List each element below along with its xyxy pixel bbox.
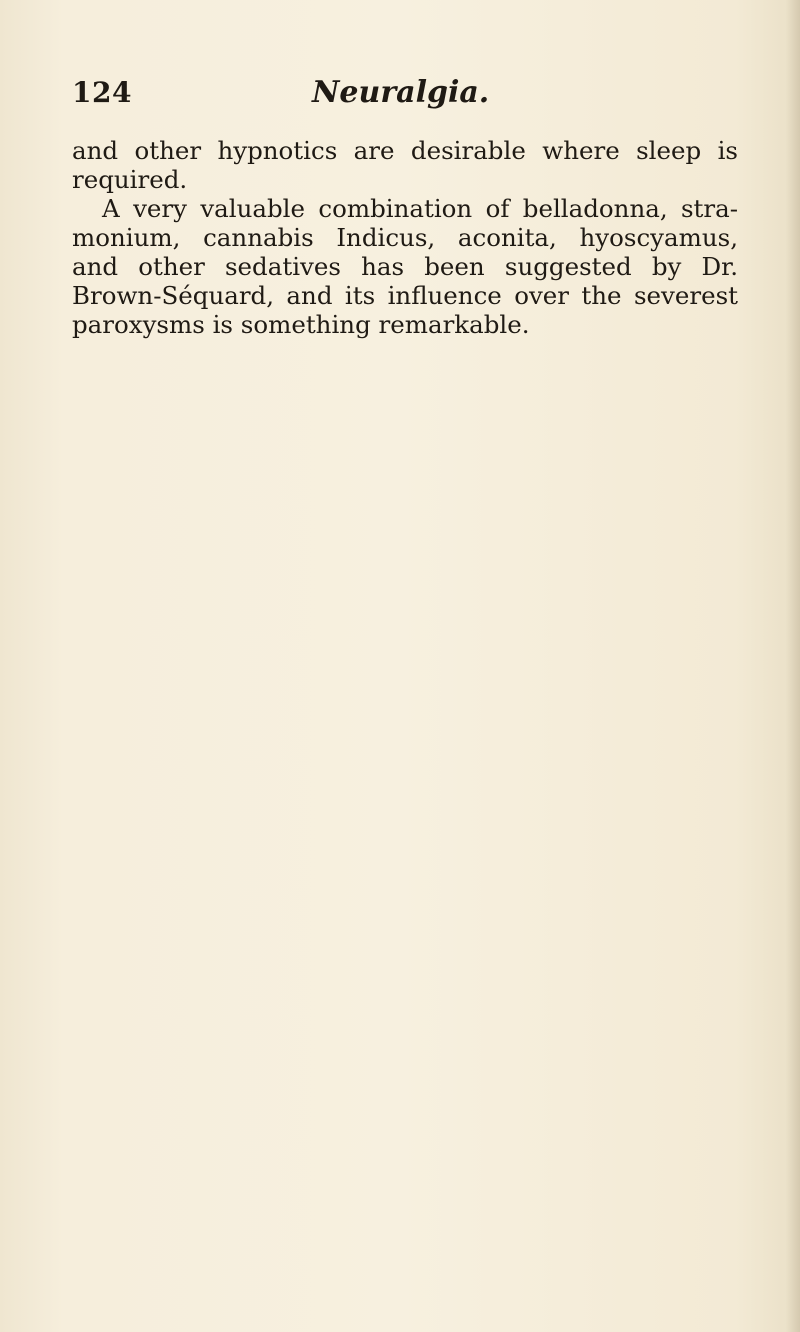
body-text <box>72 136 738 339</box>
page-edge-shadow <box>786 0 800 1332</box>
text-line: paroxysms is something remarkable. <box>72 310 530 339</box>
running-head: Neuralgia. <box>312 75 490 110</box>
text-line: and other sedatives has been suggested by Dr. <box>72 252 738 281</box>
page-header <box>72 76 728 116</box>
text-line: and other hypnotics are desirable where sleep is <box>72 136 738 165</box>
text-line: A very valuable combination of belladonna, stra- <box>102 194 738 223</box>
text-line: monium, cannabis Indicus, aconita, hyoscyamus, <box>72 223 738 252</box>
text-line: required. <box>72 165 188 194</box>
page-number: 124 <box>72 76 132 109</box>
text-line: Brown-Séquard, and its influence over the severest <box>72 281 738 310</box>
